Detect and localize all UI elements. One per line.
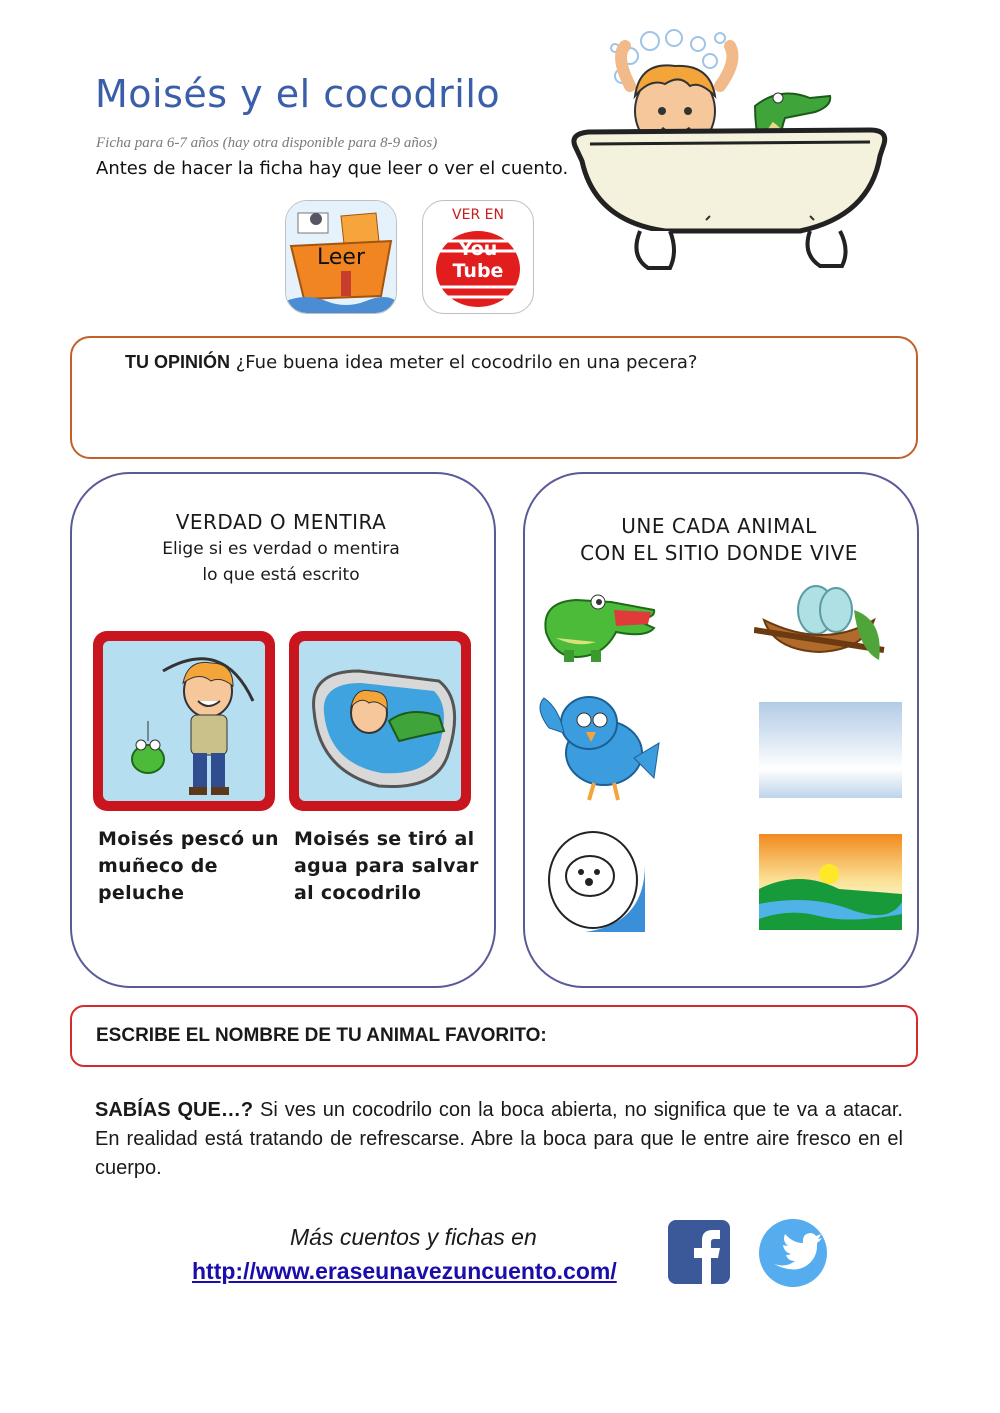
footer-more-text: Más cuentos y fichas en bbox=[290, 1224, 537, 1250]
youtube-button[interactable] bbox=[422, 200, 534, 314]
read-story-button[interactable] bbox=[285, 200, 397, 314]
statement-1-line-1: Moisés pescó un bbox=[98, 828, 279, 850]
statement-1-text bbox=[98, 826, 283, 907]
opinion-prompt bbox=[125, 352, 697, 373]
statement-1-line-3: peluche bbox=[98, 882, 185, 904]
boy-fishing-icon bbox=[103, 641, 265, 801]
opinion-question: ¿Fue buena idea meter el cocodrilo en una pecera? bbox=[230, 352, 698, 373]
nest-icon[interactable] bbox=[754, 580, 890, 672]
statement-2-line-3: al cocodrilo bbox=[294, 882, 422, 904]
true-false-instruction-2: lo que está escrito bbox=[202, 565, 360, 585]
statement-2-text bbox=[294, 826, 484, 907]
statement-card-pool[interactable] bbox=[289, 631, 471, 811]
opinion-label: TU OPINIÓN bbox=[125, 352, 231, 372]
fun-fact-label: SABÍAS QUE…? bbox=[95, 1099, 254, 1121]
river-landscape-icon[interactable] bbox=[759, 834, 902, 930]
matching-heading-2: CON EL SITIO DONDE VIVE bbox=[580, 541, 858, 565]
page-title: Moisés y el cocodrilo bbox=[95, 72, 501, 116]
tub-icon bbox=[574, 130, 885, 268]
fun-fact-text: Si ves un cocodrilo con la boca abierta, no significa que te va a atacar. En realidad está tratando de refrescarse. Abre la boca para que le entre aire fresco en el cuerpo. bbox=[95, 1099, 903, 1179]
statement-card-fishing[interactable] bbox=[93, 631, 275, 811]
youtube-top-label: VER EN bbox=[452, 207, 504, 223]
polar-bear-icon[interactable] bbox=[545, 824, 647, 932]
crocodile-icon[interactable] bbox=[536, 572, 658, 668]
true-false-instruction-1: Elige si es verdad o mentira bbox=[162, 539, 400, 559]
favorite-animal-label: ESCRIBE EL NOMBRE DE TU ANIMAL FAVORITO: bbox=[96, 1025, 547, 1046]
youtube-tube-label: Tube bbox=[452, 260, 504, 282]
frog-icon bbox=[132, 740, 164, 773]
page-subtitle: Ficha para 6-7 años (hay otra disponible para 8-9 años) bbox=[96, 135, 438, 151]
ice-landscape-icon[interactable] bbox=[759, 702, 902, 798]
twitter-icon[interactable] bbox=[758, 1218, 828, 1288]
youtube-you-label: You bbox=[458, 238, 498, 260]
bird-icon[interactable] bbox=[534, 688, 660, 806]
facebook-icon[interactable] bbox=[668, 1220, 730, 1284]
fun-fact bbox=[95, 1096, 903, 1183]
website-link[interactable]: http://www.eraseunavezuncuento.com/ bbox=[192, 1258, 617, 1284]
true-false-heading: VERDAD O MENTIRA bbox=[175, 510, 387, 534]
boy-pool-icon bbox=[299, 641, 461, 801]
bathtub-illustration bbox=[570, 26, 900, 286]
intro-text: Antes de hacer la ficha hay que leer o ver el cuento. bbox=[96, 158, 569, 179]
statement-2-line-2: agua para salvar bbox=[294, 855, 479, 877]
matching-heading-1: UNE CADA ANIMAL bbox=[621, 514, 817, 538]
read-label: Leer bbox=[317, 245, 365, 270]
statement-2-line-1: Moisés se tiró al bbox=[294, 828, 475, 850]
statement-1-line-2: muñeco de bbox=[98, 855, 218, 877]
